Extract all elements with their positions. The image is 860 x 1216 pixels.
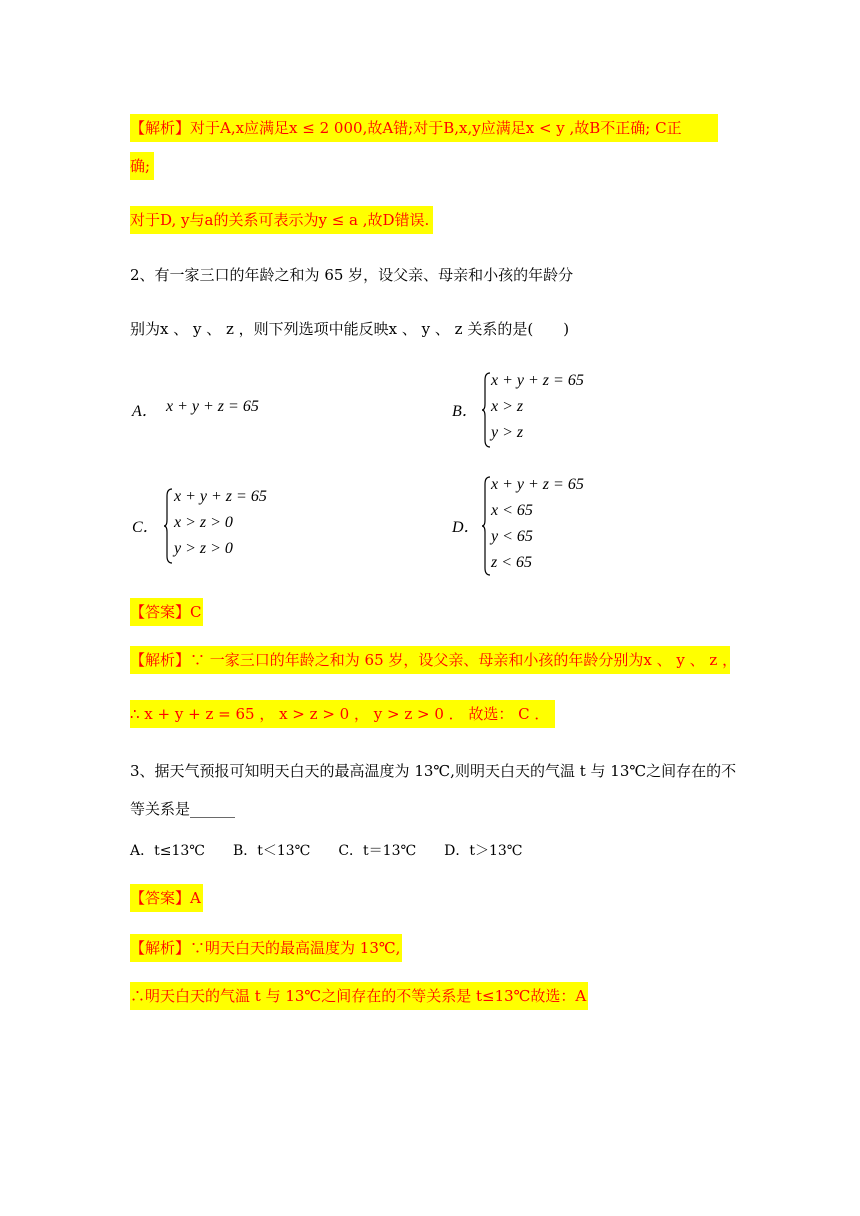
q3-stem-line1: 3、据天气预报可知明天白天的最高温度为 13℃,则明天白天的气温 t 与 13℃之间存在的不 <box>130 762 737 780</box>
q1-analysis-line1: 【解析】对于A,x应满足x ≤ 2 000,故A错;对于B,x,y应满足x < y ,故B不正确; C正 <box>130 114 718 142</box>
q2-option-a-expr: x + y + z = 65 <box>166 398 259 415</box>
q3-analysis-line1: 【解析】∵明天白天的最高温度为 13℃, <box>130 934 402 962</box>
q3-options: A．t≤13℃ B．t＜13℃ C．t＝13℃ D．t＞13℃ <box>130 843 523 859</box>
q2-option-b-line1: x + y + z = 65 <box>491 372 584 389</box>
q2-option-b-line3: y > z <box>491 424 524 441</box>
q2-analysis-line2: ∴ x + y + z = 65 ， x > z > 0 ， y > z > 0 ． 故选： C ． <box>130 700 555 728</box>
q2-option-d-line4: z < 65 <box>491 554 533 571</box>
q2-option-b-line2: x > z <box>491 398 524 415</box>
q2-option-d-line1: x + y + z = 65 <box>491 476 584 493</box>
q2-option-d-label: D． <box>452 519 480 536</box>
q2-option-c-label: C． <box>132 519 159 536</box>
q2-option-c-line1: x + y + z = 65 <box>174 488 267 505</box>
q2-option-c-line2: x > z > 0 <box>174 514 233 531</box>
q1-analysis-line2: 确; <box>130 152 154 180</box>
q2-analysis-line1: 【解析】∵ 一家三口的年龄之和为 65 岁，设父亲、母亲和小孩的年龄分别为x 、 y 、 z ， <box>130 646 730 674</box>
q2-option-c-line3: y > z > 0 <box>174 540 233 557</box>
q3-answer: 【答案】A <box>130 884 203 912</box>
q3-analysis-line2: ∴明天白天的气温 t 与 13℃之间存在的不等关系是 t≤13℃故选：A <box>130 982 588 1010</box>
q2-option-b-label: B． <box>452 403 478 420</box>
q2-answer: 【答案】C <box>130 598 203 626</box>
q1-analysis-line3: 对于D, y与a的关系可表示为y ≤ a ,故D错误. <box>130 206 433 234</box>
q2-option-d-line2: x < 65 <box>491 502 533 519</box>
q2-option-c-brace <box>164 488 174 564</box>
q2-option-a-label: A． <box>132 403 158 420</box>
q2-stem-line2: 别为x 、 y 、 z ，则下列选项中能反映x 、 y 、 z 关系的是( ) <box>130 320 570 338</box>
q2-stem-line1: 2、有一家三口的年龄之和为 65 岁，设父亲、母亲和小孩的年龄分 <box>130 266 574 284</box>
q2-option-d-line3: y < 65 <box>491 528 533 545</box>
q3-stem-line2: 等关系是______ <box>130 800 236 818</box>
